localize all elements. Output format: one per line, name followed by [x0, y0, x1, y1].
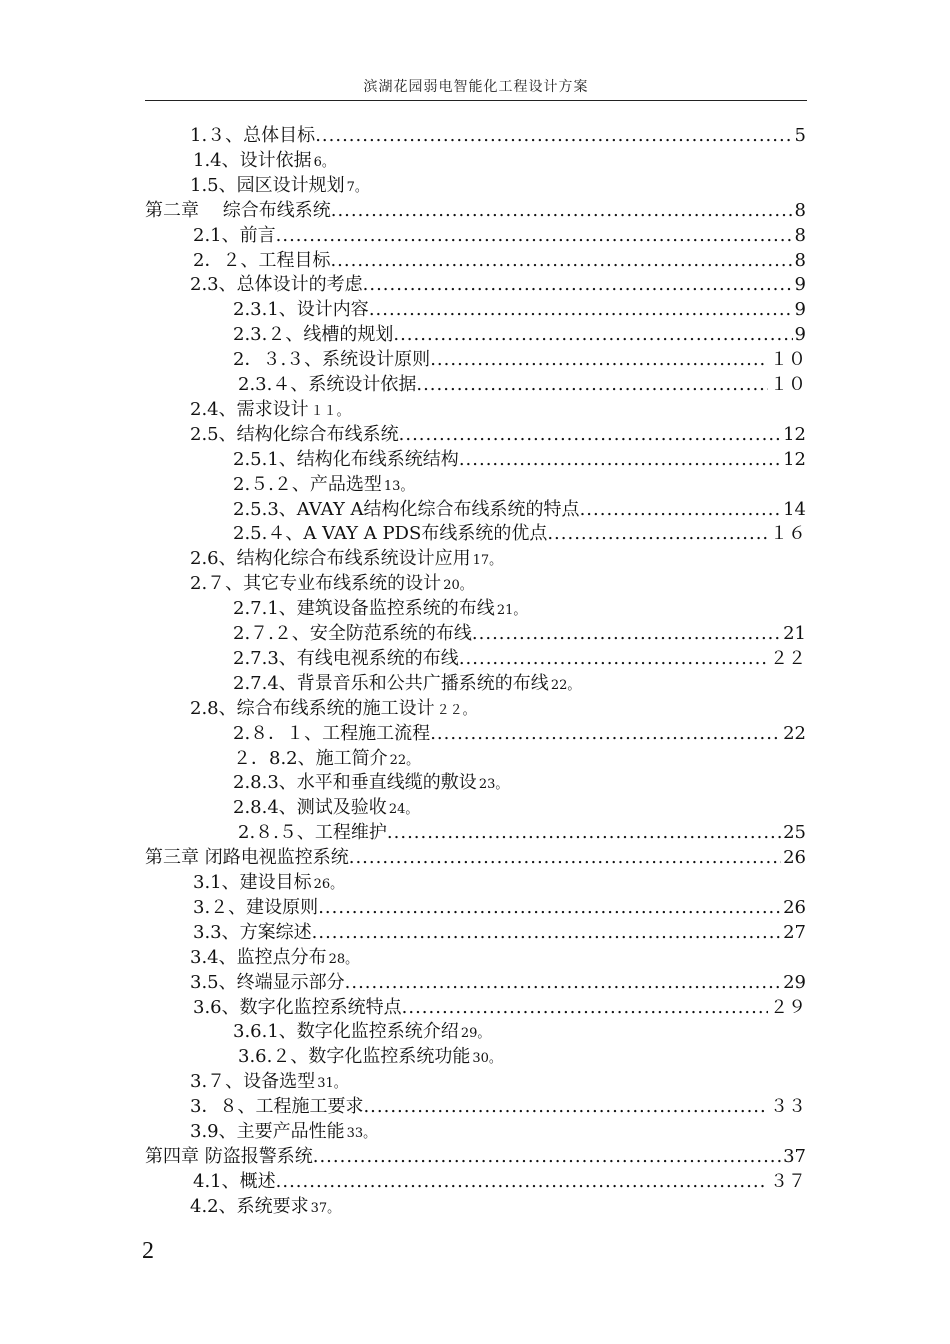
- toc-leader-dots: [416, 372, 768, 398]
- toc-entry-label: 2.1、前言: [193, 224, 276, 246]
- toc-entry[interactable]: [190, 571, 473, 597]
- toc-leader-dots: [312, 920, 781, 946]
- toc-entry-page: 21。: [496, 603, 527, 619]
- toc-entry[interactable]: [193, 920, 806, 946]
- toc-entry-page: 22: [783, 722, 806, 744]
- toc-entry[interactable]: [190, 1094, 806, 1120]
- toc-entry[interactable]: [233, 621, 806, 647]
- toc-entry-label: 1.4、设计依据: [193, 149, 312, 171]
- toc-entry[interactable]: [190, 1194, 340, 1220]
- running-header: 滨湖花园弱电智能化工程设计方案: [363, 79, 589, 95]
- toc-leader-dots: [369, 297, 793, 323]
- toc-entry-label: 2.７、其它专业布线系统的设计: [190, 573, 442, 595]
- toc-entry-label: 3.9、主要产品性能: [190, 1121, 345, 1142]
- toc-entry-page: 23。: [478, 777, 509, 793]
- toc-entry-label: 2.3.２、线槽的规划: [233, 324, 394, 346]
- toc-entry-label: 1.３、总体目标: [190, 125, 316, 146]
- toc-entry[interactable]: [190, 546, 502, 572]
- toc-entry-page: 37。: [310, 1200, 341, 1216]
- toc-entry[interactable]: [190, 1119, 376, 1145]
- toc-entry-page: 12: [783, 448, 806, 470]
- toc-entry-page: 29: [783, 971, 806, 993]
- toc-entry-label: 2.８．１、工程施工流程: [233, 722, 431, 744]
- toc-leader-dots: [547, 521, 768, 547]
- toc-entry-label: 2.3、总体设计的考虑: [190, 274, 363, 296]
- toc-entry-page: 8: [794, 199, 806, 221]
- toc-leader-dots: [459, 646, 768, 672]
- toc-leader-dots: [315, 123, 792, 149]
- toc-entry[interactable]: [233, 521, 806, 547]
- toc-leader-dots: [276, 223, 793, 249]
- toc-entry[interactable]: [233, 596, 526, 622]
- toc-entry-label: 2.5.４、A VAY A PDS布线系统的优点: [233, 523, 548, 545]
- toc-entry-page: 28。: [328, 951, 359, 967]
- toc-entry-page: 26。: [313, 877, 344, 892]
- toc-entry-page: １０: [770, 374, 806, 395]
- toc-entry-label: 2.6、结构化综合布线系统设计应用: [190, 548, 471, 570]
- toc-entry[interactable]: [190, 696, 476, 722]
- toc-entry[interactable]: [190, 123, 806, 149]
- toc-entry[interactable]: [233, 1019, 490, 1045]
- toc-entry[interactable]: [233, 746, 419, 772]
- toc-entry-label: 2.3.４、系统设计依据: [238, 374, 417, 395]
- toc-entry[interactable]: [238, 1044, 502, 1070]
- toc-entry[interactable]: [190, 173, 368, 199]
- toc-entry[interactable]: [190, 272, 806, 298]
- toc-entry-page: 27: [783, 921, 806, 943]
- toc-entry-label: 2.8.3、水平和垂直线缆的敷设: [233, 772, 477, 794]
- toc-entry-label: 2.3.1、设计内容: [233, 299, 369, 321]
- toc-entry-page: ３７: [770, 1170, 806, 1192]
- toc-entry-label: 3.７、设备选型: [190, 1071, 316, 1093]
- toc-entry-label: 3．８、工程施工要求: [190, 1096, 364, 1118]
- toc-entry[interactable]: [233, 671, 580, 697]
- toc-entry[interactable]: [190, 422, 806, 448]
- toc-entry[interactable]: [233, 447, 806, 473]
- toc-leader-dots: [345, 970, 781, 996]
- toc-entry[interactable]: [193, 223, 806, 249]
- toc-leader-dots: [387, 820, 781, 846]
- toc-entry-page: 24。: [388, 802, 419, 818]
- toc-leader-dots: [580, 497, 782, 523]
- toc-entry-page: 6。: [313, 154, 335, 170]
- toc-entry-label: 3.4、监控点分布: [190, 946, 327, 968]
- toc-entry[interactable]: [193, 248, 806, 274]
- toc-entry[interactable]: [233, 297, 806, 323]
- toc-leader-dots: [459, 447, 781, 473]
- toc-entry-page: ２２。: [436, 702, 476, 718]
- toc-entry[interactable]: [193, 995, 806, 1021]
- toc-leader-dots: [276, 1169, 768, 1195]
- toc-leader-dots: [472, 621, 781, 647]
- toc-entry-page: 29。: [460, 1026, 491, 1042]
- toc-entry[interactable]: [193, 148, 335, 174]
- toc-entry-page: 12: [783, 423, 806, 445]
- toc-entry-page: 7。: [346, 179, 368, 195]
- toc-entry-label: 2.7.4、背景音乐和公共广播系统的布线: [233, 672, 549, 694]
- toc-entry-page: 22。: [550, 677, 581, 693]
- toc-entry-label: 第四章 防盗报警系统: [145, 1145, 313, 1167]
- toc-entry[interactable]: [190, 1069, 347, 1095]
- toc-entry-page: 31。: [317, 1076, 347, 1092]
- toc-leader-dots: [330, 248, 792, 274]
- toc-entry-label: 2.７.２、安全防范系统的布线: [233, 623, 472, 644]
- toc-entry[interactable]: [145, 845, 806, 871]
- toc-leader-dots: [363, 1094, 768, 1120]
- toc-entry-page: １６: [770, 523, 806, 545]
- toc-entry-page: 30。: [472, 1051, 502, 1067]
- toc-entry-label: 2.5.1、结构化布线系统结构: [233, 448, 459, 470]
- toc-entry-page: 9: [794, 299, 806, 321]
- toc-leader-dots: [430, 347, 768, 373]
- toc-entry-page: 9: [794, 324, 806, 346]
- toc-entry[interactable]: [193, 1169, 806, 1195]
- toc-entry-label: 3.6.２、数字化监控系统功能: [238, 1046, 471, 1068]
- toc-entry-label: 2.5、结构化综合布线系统: [190, 423, 399, 445]
- toc-entry-page: 20。: [443, 578, 473, 594]
- toc-entry-page: 26: [783, 847, 806, 869]
- toc-entry-label: 2.8.4、测试及验收: [233, 797, 387, 819]
- toc-entry-label: 2.7.3、有线电视系统的布线: [233, 647, 459, 669]
- toc-entry-label: 1.5、园区设计规划: [190, 174, 345, 196]
- toc-leader-dots: [402, 995, 768, 1021]
- page-number: 2: [142, 1238, 154, 1264]
- toc-entry[interactable]: [233, 646, 806, 672]
- toc-entry-page: 26: [783, 896, 806, 918]
- toc-entry-label: 2.7.1、建筑设备监控系统的布线: [233, 598, 495, 620]
- toc-leader-dots: [318, 895, 781, 921]
- toc-entry-label: 3.3、方案综述: [193, 921, 312, 943]
- toc-entry-page: ２２: [770, 647, 806, 669]
- toc-entry-page: 8: [794, 249, 806, 271]
- toc-entry-page: 14: [783, 498, 806, 520]
- toc-entry[interactable]: [238, 820, 806, 846]
- toc-leader-dots: [399, 422, 781, 448]
- toc-entry[interactable]: [193, 870, 343, 896]
- toc-leader-dots: [331, 198, 793, 224]
- toc-entry[interactable]: [238, 372, 806, 398]
- toc-entry[interactable]: [233, 322, 806, 348]
- toc-entry-label: 2.5.3、AVAY A结构化综合布线系统的特点: [233, 498, 580, 520]
- toc-entry[interactable]: [233, 472, 413, 498]
- toc-entry-page: 37: [783, 1145, 806, 1167]
- toc-entry-label: 4.2、系统要求: [190, 1195, 309, 1217]
- toc-entry[interactable]: [145, 1144, 806, 1170]
- toc-entry-label: 3.２、建设原则: [193, 896, 319, 918]
- toc-entry-page: １０: [770, 349, 806, 371]
- toc-entry[interactable]: [233, 795, 418, 821]
- toc-entry-label: 2．２、工程目标: [193, 249, 331, 271]
- toc-entry-page: 33。: [346, 1126, 377, 1141]
- toc-entry-page: 21: [783, 623, 806, 644]
- toc-leader-dots: [393, 322, 792, 348]
- toc-entry[interactable]: [193, 895, 806, 921]
- toc-entry-page: 25: [783, 822, 806, 844]
- toc-entry-page: 8: [794, 224, 806, 246]
- toc-leader-dots: [349, 845, 781, 871]
- toc-entry-label: 2.4、需求设计: [190, 398, 309, 420]
- toc-entry-label: 3.6.1、数字化监控系统介绍: [233, 1021, 459, 1043]
- toc-entry[interactable]: [190, 945, 358, 971]
- header-rule: [145, 100, 807, 101]
- toc-entry[interactable]: [233, 347, 806, 373]
- toc-entry[interactable]: [190, 397, 350, 423]
- toc-leader-dots: [363, 272, 793, 298]
- toc-leader-dots: [313, 1144, 781, 1170]
- toc-entry-label: 第二章 综合布线系统: [145, 199, 331, 221]
- toc-entry[interactable]: [145, 198, 806, 224]
- toc-entry-label: 2.８.５、工程维护: [238, 822, 387, 844]
- toc-entry[interactable]: [233, 721, 806, 747]
- toc-entry-label: 3.5、终端显示部分: [190, 971, 345, 993]
- toc-entry-label: 第三章 闭路电视监控系统: [145, 847, 349, 869]
- toc-entry-page: １１。: [310, 403, 350, 419]
- toc-entry[interactable]: [233, 497, 806, 523]
- toc-entry[interactable]: [190, 970, 806, 996]
- toc-entry-label: 3.1、建设目标: [193, 872, 312, 893]
- toc-leader-dots: [430, 721, 781, 747]
- toc-entry-label: 4.1、概述: [193, 1170, 276, 1192]
- toc-entry-page: 9: [794, 274, 806, 296]
- toc-entry-label: 2.8、综合布线系统的施工设计: [190, 697, 435, 719]
- toc-entry-page: 22。: [389, 752, 420, 768]
- toc-entry-label: 2．３.３、系统设计原则: [233, 349, 431, 371]
- toc-entry-label: ２．8.2、施工简介: [233, 747, 388, 769]
- toc-entry-page: 17。: [472, 553, 503, 569]
- toc-entry-page: ２９: [770, 996, 806, 1018]
- toc-entry-page: 5: [794, 125, 806, 146]
- toc-entry-page: 13。: [383, 478, 414, 494]
- toc-entry-page: ３３: [770, 1096, 806, 1118]
- toc-entry[interactable]: [233, 770, 508, 796]
- toc-entry-label: 3.6、数字化监控系统特点: [193, 996, 402, 1018]
- toc-entry-label: 2.５.２、产品选型: [233, 473, 382, 495]
